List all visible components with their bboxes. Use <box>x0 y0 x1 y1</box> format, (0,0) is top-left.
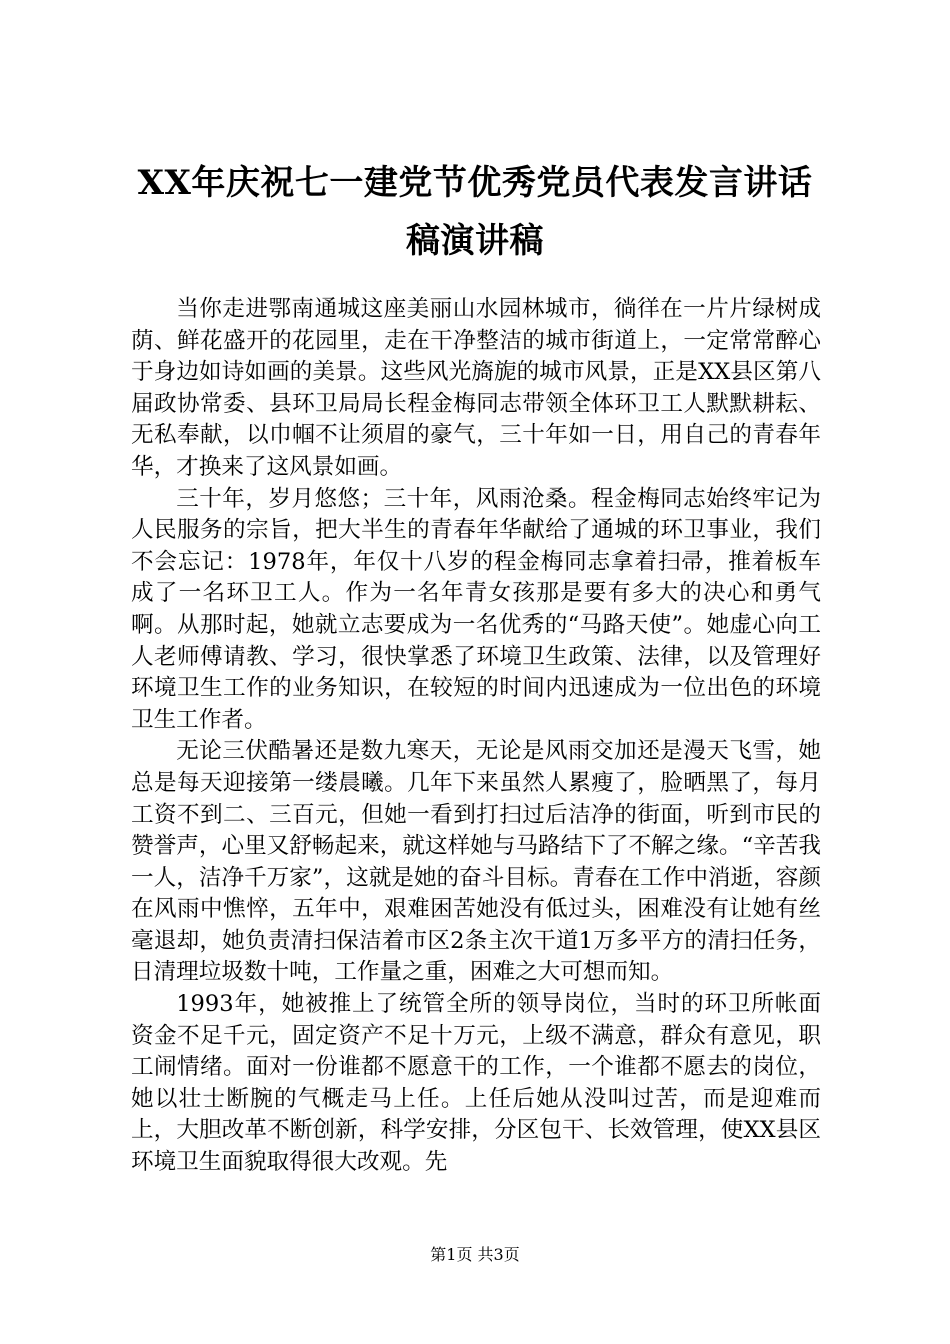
paragraph-1: 当你走进鄂南通城这座美丽山水园林城市，徜徉在一片片绿树成荫、鲜花盛开的花园里，走在干净整洁的城市街道上，一定常常醉心于身边如诗如画的美景。这些风光旖旎的城市风景，正是XX县区第八届政协常委、县环卫局局长程金梅同志带领全体环卫工人默默耕耘、无私奉献，以巾帼不让须眉的豪气，三十年如一日，用自己的青春年华，才换来了这风景如画。 <box>131 296 821 480</box>
paragraph-3: 无论三伏酷暑还是数九寒天，无论是风雨交加还是漫天飞雪，她总是每天迎接第一缕晨曦。几年下来虽然人累瘦了，脸晒黑了，每月工资不到二、三百元，但她一看到打扫过后洁净的街面，听到市民的赞誉声，心里又舒畅起来，就这样她与马路结下了不解之缘。“辛苦我一人，洁净千万家”，这就是她的奋斗目标。青春在工作中消逝，容颜在风雨中憔悴，五年中，艰难困苦她没有低过头，困难没有让她有丝毫退却，她负责清扫保洁着市区2条主次干道1万多平方的清扫任务，日清理垃圾数十吨，工作量之重，困难之大可想而知。 <box>131 738 821 986</box>
paragraph-4: 1993年，她被推上了统管全所的领导岗位，当时的环卫所帐面资金不足千元，固定资产不足十万元，上级不满意，群众有意见，职工闹情绪。面对一份谁都不愿意干的工作，一个谁都不愿去的岗位，她以壮士断腕的气概走马上任。上任后她从没叫过苦，而是迎难而上，大胆改革不断创新，科学安排，分区包干、长效管理，使XX县区环境卫生面貌取得很大改观。先 <box>131 991 821 1176</box>
document-title-line-1: XX年庆祝七一建党节优秀党员代表发言讲话 <box>137 163 813 203</box>
paragraph-2: 三十年，岁月悠悠；三十年，风雨沧桑。程金梅同志始终牢记为人民服务的宗旨，把大半生的青春年华献给了通城的环卫事业，我们不会忘记：1978年，年仅十八岁的程金梅同志拿着扫帚，推着板车成了一名环卫工人。作为一名年青女孩那是要有多大的决心和勇气啊。从那时起，她就立志要成为一名优秀的“马路天使”。她虚心向工人老师傅请教、学习，很快掌悉了环境卫生政策、法律，以及管理好环境卫生工作的业务知识，在较短的时间内迅速成为一位出色的环境卫生工作者。 <box>131 485 821 733</box>
page-footer: 第1页 共3页 <box>430 1245 520 1264</box>
document-body <box>131 294 821 1179</box>
document-title-line-2: 稿演讲稿 <box>406 221 544 261</box>
